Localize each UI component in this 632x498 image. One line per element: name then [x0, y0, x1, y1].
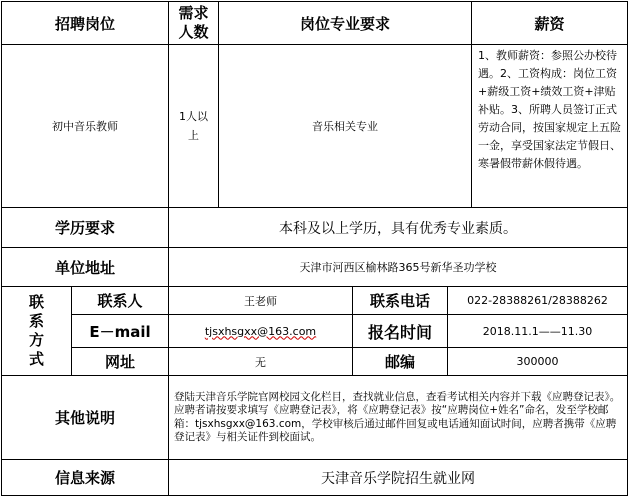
address-value: 天津市河西区榆林路365号新华圣功学校: [168, 247, 627, 286]
header-salary: 薪资: [471, 1, 627, 44]
table-bottom-border: [1, 495, 628, 496]
education-value: 本科及以上学历，具有优秀专业素质。: [168, 207, 627, 247]
contact-label: 联系方式: [1, 286, 71, 375]
table-right-border: [627, 1, 628, 496]
education-label: 学历要求: [1, 207, 168, 247]
source-label: 信息来源: [1, 459, 168, 495]
header-position: 招聘岗位: [1, 1, 168, 44]
contact-email-label: E－mail: [71, 314, 168, 347]
contact-person-label: 联系人: [71, 286, 168, 314]
source-value: 天津音乐学院招生就业网: [168, 459, 627, 495]
contact-time-label: 报名时间: [352, 314, 447, 347]
job-requirement: 音乐相关专业: [218, 44, 471, 207]
header-count: 需求人数: [168, 1, 218, 44]
contact-postcode-label: 邮编: [352, 347, 447, 375]
contact-person-value: 王老师: [168, 286, 352, 314]
header-requirement: 岗位专业要求: [218, 1, 471, 44]
other-label: 其他说明: [1, 375, 168, 459]
contact-phone-label: 联系电话: [352, 286, 447, 314]
job-position: 初中音乐教师: [1, 44, 168, 207]
address-label: 单位地址: [1, 247, 168, 286]
contact-postcode-value: 300000: [447, 347, 627, 375]
job-count: 1人以上: [168, 44, 218, 207]
contact-website-value: 无: [168, 347, 352, 375]
contact-time-value: 2018.11.1——11.30: [447, 314, 627, 347]
contact-email-cell: [168, 314, 352, 347]
other-value: 登陆天津音乐学院官网校园文化栏目，查找就业信息，查看考试相关内容并下载《应聘登记表》。应聘者请按要求填写《应聘登记表》，将《应聘登记表》按“应聘岗位+姓名”命名，发至学校邮箱：tjsxhsgxx@163.com，学校审核后通过邮件回复或电话通知面试时间，应聘者携带《应聘登记表》与相关证件到校面试。: [168, 375, 627, 459]
job-salary: 1、教师薪资：参照公办校待遇。2、工资构成：岗位工资+薪级工资+绩效工资+津贴补贴。3、所聘人员签订正式劳动合同，按国家规定上五险一金，享受国家法定节假日、寒暑假带薪休假待遇。: [471, 44, 627, 207]
contact-email-link[interactable]: tjsxhsgxx@163.com: [204, 324, 317, 338]
contact-phone-value: 022-28388261/28388262: [447, 286, 627, 314]
contact-website-label: 网址: [71, 347, 168, 375]
